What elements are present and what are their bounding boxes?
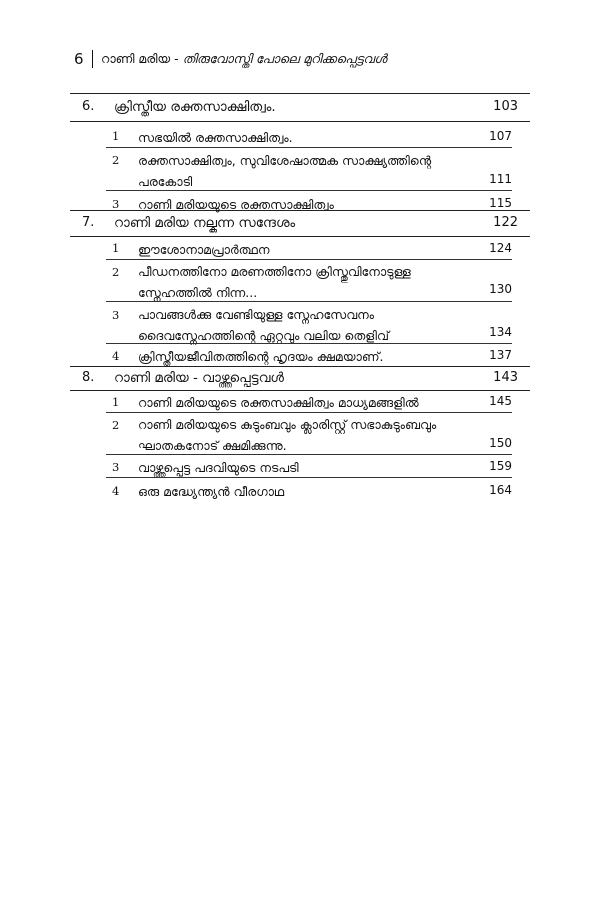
section-number: 3	[112, 197, 120, 211]
section-row	[70, 413, 530, 455]
chapter-page: 103	[493, 99, 518, 114]
section-row	[70, 391, 530, 413]
section-number: 3	[112, 460, 120, 474]
running-head	[74, 50, 387, 68]
section-title: രക്തസാക്ഷിത്വം, സുവിശേഷാത്മക സാക്ഷ്യത്തിന്റെ പരകോടി	[138, 153, 432, 189]
section-number: 1	[112, 129, 120, 143]
section-title: റാണി മരിയയുടെ കുടുംബവും ക്ലാരിസ്റ്റ് സഭാകുടുംബവും ഘാതകനോട് ക്ഷമിക്കുന്നു.	[138, 417, 437, 453]
section-page: 150	[489, 436, 512, 450]
section-number: 1	[112, 241, 120, 255]
section-number: 4	[112, 484, 120, 498]
section-row	[70, 148, 530, 190]
running-title-plain: റാണി മരിയ -	[101, 51, 183, 66]
section-title: റാണി മരിയയുടെ രക്തസാക്ഷിത്വം മാധ്യമങ്ങളിൽ	[138, 395, 419, 410]
head-divider	[92, 50, 94, 68]
section-page: 159	[489, 459, 512, 473]
section-page: 107	[489, 129, 512, 143]
section-row	[70, 238, 530, 260]
section-title: റാണി മരിയയുടെ രക്തസാക്ഷിത്വം	[138, 197, 334, 212]
chapter-title: റാണി മരിയ - വാഴ്ത്തപ്പെട്ടവൾ	[114, 370, 284, 386]
section-row	[70, 302, 530, 344]
section-row	[70, 478, 530, 502]
section-row	[70, 344, 530, 366]
section-page: 130	[489, 282, 512, 296]
chapter-title: ക്രിസ്തീയ രക്തസാക്ഷിത്വം.	[114, 99, 276, 115]
section-title: ഒരു മദ്ധ്യേന്ത്യൻ വീരഗാഥ	[138, 484, 285, 499]
section-title: വാഴ്ത്തപ്പെട്ട പദവിയുടെ നടപടി	[138, 460, 299, 475]
section-row	[70, 127, 530, 149]
section-number: 2	[112, 265, 120, 279]
section-title: സഭയിൽ രക്തസാക്ഷിത്വം.	[138, 130, 293, 145]
section-page: 115	[489, 196, 512, 210]
section-title: ഈശോനാമപ്രാർത്ഥന	[138, 242, 270, 257]
chapter-number: 6.	[82, 99, 95, 114]
running-title-italic: തിരുവോസ്തി പോലെ മുറിക്കപ്പെട്ടവൾ	[182, 51, 387, 66]
section-number: 1	[112, 395, 120, 409]
chapter-title: റാണി മരിയ നല്കുന്ന സന്ദേശം	[114, 215, 296, 231]
section-number: 2	[112, 153, 120, 167]
section-page: 134	[489, 325, 512, 339]
section-number: 2	[112, 418, 120, 432]
section-row	[70, 260, 530, 302]
section-page: 145	[489, 394, 512, 408]
section-page: 137	[489, 348, 512, 362]
section-row	[70, 455, 530, 477]
section-page: 124	[489, 241, 512, 255]
chapter-row	[70, 215, 530, 235]
chapter-row	[70, 370, 530, 390]
chapter-number: 8.	[82, 370, 95, 385]
section-title: ക്രിസ്തീയജീവിതത്തിന്റെ ഹൃദയം ക്ഷമയാണ്.	[138, 349, 384, 364]
section-page: 164	[489, 483, 512, 497]
chapter-page: 122	[493, 215, 518, 230]
section-title: പീഡനത്തിനോ മരണത്തിനോ ക്രിസ്തുവിനോടുള്ള സ്നേഹത്തിൽ നിന്ന...	[138, 264, 411, 300]
chapter-page: 143	[493, 370, 518, 385]
section-page: 111	[489, 172, 512, 186]
page-number: 6	[74, 50, 84, 68]
chapter-number: 7.	[82, 215, 95, 230]
section-title: പാവങ്ങൾക്കു വേണ്ടിയുള്ള സ്നേഹസേവനം ദൈവസ്നേഹത്തിന്റെ ഏറ്റവും വലിയ തെളിവ്	[138, 307, 390, 343]
section-number: 3	[112, 308, 120, 322]
running-title	[101, 51, 387, 67]
section-number: 4	[112, 349, 120, 363]
chapter-row	[70, 99, 530, 119]
